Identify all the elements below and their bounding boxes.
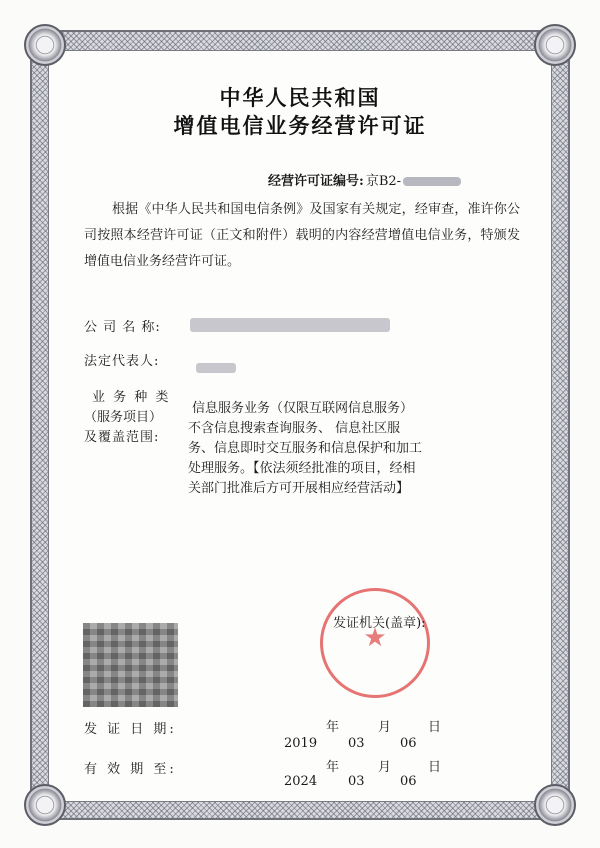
intro-paragraph: 根据《中华人民共和国电信条例》及国家有关规定，经审查，准许你公司按照本经营许可证（正文和附件）载明的内容经营增值电信业务，特颁发增值电信业务经营许可证。 <box>84 202 520 269</box>
issue-month-char: 月 <box>378 720 392 735</box>
issue-year: 2019 <box>284 736 318 751</box>
issue-month: 03 <box>348 736 365 751</box>
valid-day: 06 <box>400 774 417 789</box>
corner-ornament-icon <box>24 24 66 66</box>
corner-ornament-icon <box>534 784 576 826</box>
license-number <box>268 170 461 189</box>
legal-representative-label: 法定代表人: <box>84 354 160 369</box>
seal-star-icon: ★ <box>363 623 387 653</box>
corner-ornament-icon <box>534 24 576 66</box>
valid-month-char: 月 <box>378 760 392 775</box>
issue-year-char: 年 <box>326 720 340 735</box>
official-seal-stamp <box>320 588 430 698</box>
redacted-legal-representative <box>196 362 236 376</box>
valid-month: 03 <box>348 774 365 789</box>
issue-day-char: 日 <box>428 720 442 735</box>
license-number-prefix: 京B2- <box>365 174 402 189</box>
valid-year: 2024 <box>284 774 318 789</box>
valid-year-char: 年 <box>326 760 340 775</box>
issue-day: 06 <box>400 736 417 751</box>
license-number-label: 经营许可证编号: <box>268 174 364 189</box>
certificate-title-line1: 中华人民共和国 <box>219 85 381 110</box>
certificate-title-line2: 增值电信业务经营许可证 <box>173 113 427 138</box>
issue-date-label: 发 证 日 期: <box>84 722 177 737</box>
redacted-photo <box>83 623 178 707</box>
company-name-label: 公 司 名 称: <box>84 320 161 335</box>
business-scope-label: 业 务 种 类 （服务项目） 及覆盖范围: <box>84 390 171 445</box>
issuing-authority-label: 发证机关(盖章): <box>333 616 426 631</box>
valid-day-char: 日 <box>428 760 442 775</box>
corner-ornament-icon <box>24 784 66 826</box>
redacted-license-number <box>403 177 461 186</box>
valid-until-label: 有 效 期 至: <box>84 762 177 777</box>
business-scope-text: 信息服务业务（仅限互联网信息服务） 不含信息搜索查询服务、 信息社区服 务、信息即时交互服务和信息保护和加工 处理服务。【依法须经批准的项目，经相 关部门批准后方可开展相应经营活动】 <box>188 401 423 496</box>
redacted-company-name <box>190 318 390 335</box>
